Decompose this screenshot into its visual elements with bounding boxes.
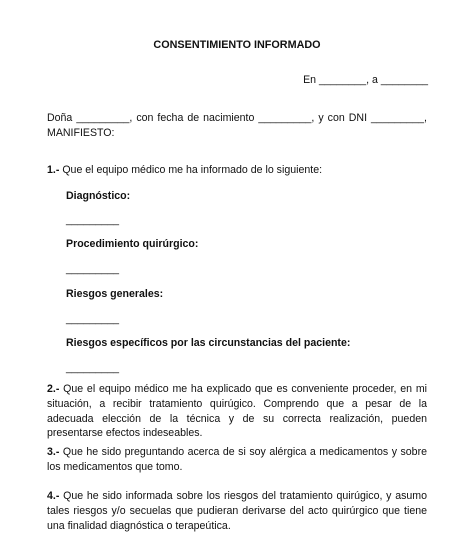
item-4-number: 4.- — [47, 490, 60, 502]
subsection-diagnosis-blank: _________ — [66, 214, 120, 226]
subsection-general-risks-label: Riesgos generales: — [66, 288, 164, 300]
subsection-procedure-blank: _________ — [66, 263, 120, 275]
subsection-general-risks-blank: _________ — [66, 313, 120, 325]
subsection-diagnosis-label: Diagnóstico: — [66, 190, 131, 202]
item-3 — [47, 445, 427, 475]
item-1-number: 1.- — [47, 164, 60, 176]
item-1 — [47, 163, 427, 178]
place-date-line: En ________, a ________ — [303, 74, 428, 86]
intro-paragraph: Doña _________, con fecha de nacimiento _________, y con DNI _________, MANIFIESTO: — [47, 112, 427, 139]
subsection-procedure-label: Procedimiento quirúrgico: — [66, 238, 199, 250]
item-2-number: 2.- — [47, 383, 60, 395]
item-4-text: Que he sido informada sobre los riesgos del tratamiento quirúgico, y asumo tales riesgos y/o secuelas que pudieran derivarse del acto quirúrgico que tiene una finalidad diagnóstica o terapeútica. — [47, 490, 427, 532]
item-3-text: Que he sido preguntando acerca de si soy alérgica a medicamentos y sobre los medicamentos que tomo. — [47, 446, 427, 473]
item-1-text: Que el equipo médico me ha informado de lo siguiente: — [59, 164, 323, 176]
item-3-number: 3.- — [47, 446, 60, 458]
subsection-specific-risks-label: Riesgos específicos por las circunstancias del paciente: — [66, 337, 351, 349]
item-4 — [47, 489, 427, 533]
document-title: CONSENTIMIENTO INFORMADO — [153, 39, 321, 51]
subsection-specific-risks-blank: _________ — [66, 362, 120, 374]
item-2 — [47, 382, 427, 441]
item-2-text: Que el equipo médico me ha explicado que es conveniente proceder, en mi situación, a recibir tratamiento quirúgico. Comprendo que a pesar de la adecuada elección de la técnica y de su correcta realización, pueden presentarse efectos indeseables. — [47, 383, 427, 440]
